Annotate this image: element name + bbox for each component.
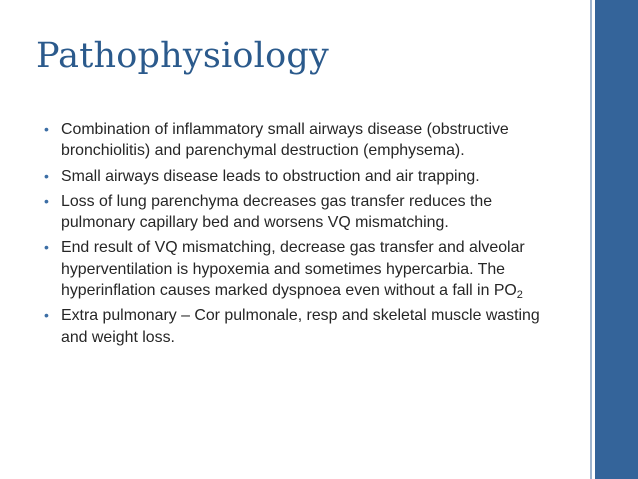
side-accent-line [590,0,592,479]
bullet-item [44,305,554,348]
subscript-text: 2 [516,289,523,302]
bullet-list [44,119,554,352]
bullet-text: End result of VQ mismatching, decrease gas transfer and alveolar hyperventilation is hypoxemia and sometimes hypercarbia. The hyperinflation causes marked dyspnoea even without a fall in PO [61,239,525,300]
bullet-icon: • [44,307,49,324]
bullet-icon: • [44,167,49,184]
bullet-icon: • [44,121,49,137]
bullet-text: Combination of inflammatory small airways disease (obstructive bronchiolitis) and parenchymal destruction (emphysema). [61,121,509,160]
slide-title: Pathophysiology [36,36,329,76]
bullet-item [44,166,554,187]
bullet-item [44,119,554,162]
bullet-icon: • [44,239,49,256]
bullet-item [44,237,554,301]
bullet-item [44,191,554,234]
bullet-text: Small airways disease leads to obstruction and air trapping. [61,167,480,185]
side-accent-bar [595,0,638,479]
bullet-text: Extra pulmonary – Cor pulmonale, resp and skeletal muscle wasting and weight loss. [61,307,540,346]
bullet-icon: • [44,192,49,209]
bullet-text: Loss of lung parenchyma decreases gas transfer reduces the pulmonary capillary bed and worsens VQ mismatching. [61,192,493,232]
